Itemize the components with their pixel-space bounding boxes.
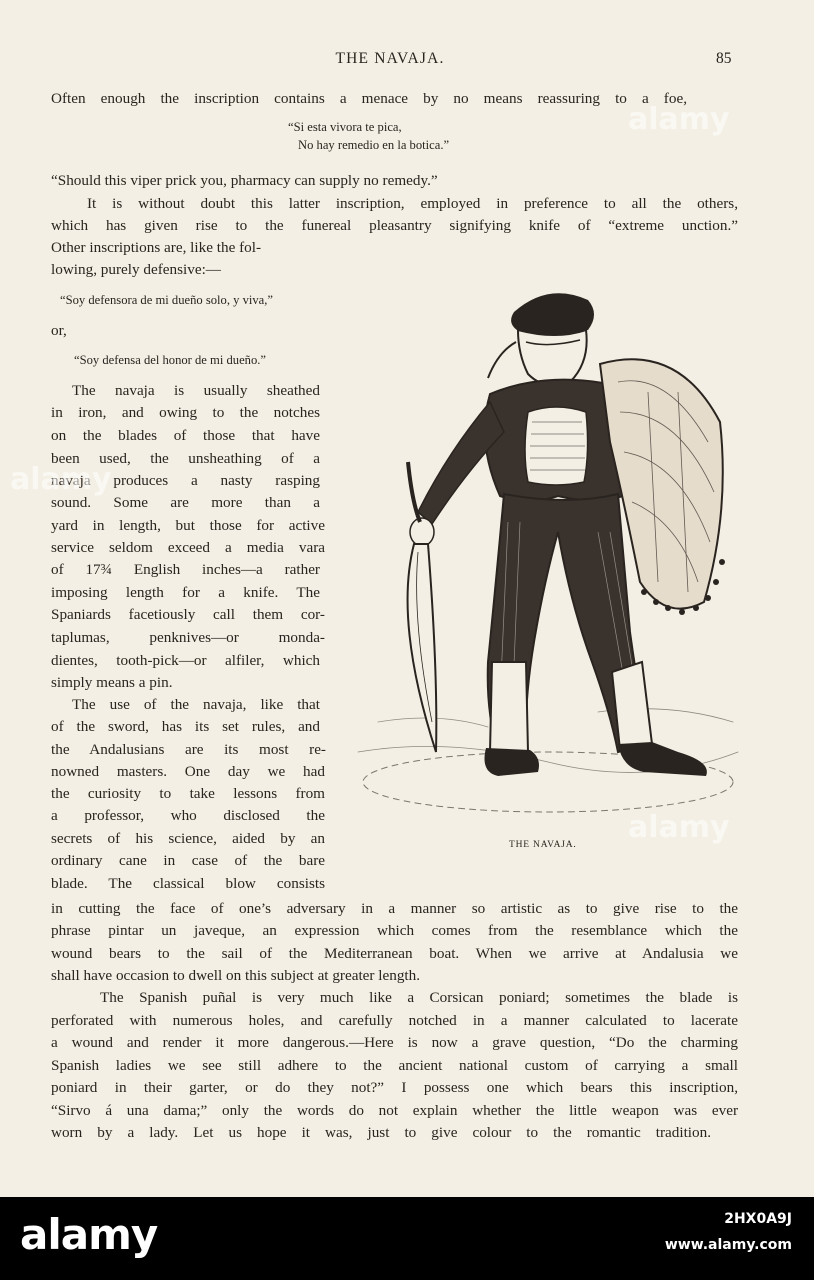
text-line: in iron, and owing to the notches [51,404,320,421]
text-line: poniard in their garter, or do they not?” I possess one which bears this inscription, [51,1079,738,1096]
watermark-text: alamy [628,102,730,137]
quote-line: “Soy defensora de mi dueño solo, y viva,” [60,293,273,307]
text-line: sound. Some are more than a [51,494,320,511]
text-line: perforated with numerous holes, and carefully notched in a manner calculated to lacerate [51,1012,738,1029]
page-number: 85 [716,50,732,67]
text-line: shall have occasion to dwell on this subject at greater length. [51,967,421,984]
text-line: on the blades of those that have [51,427,320,444]
text-line: wound bears to the sail of the Mediterranean boat. When we arrive at Andalusia we [51,945,738,962]
text-line: Spanish ladies we see still adhere to the ancient national custom of carrying a small [51,1057,738,1074]
text-line: ordinary cane in case of the bare [51,852,325,869]
text-line: “Should this viper prick you, pharmacy can supply no remedy.” [51,172,438,189]
text-line: imposing length for a knife. The [51,584,320,601]
quote-line: “Soy defensa del honor de mi dueño.” [74,353,266,367]
text-line: worn by a lady. Let us hope it was, just to give colour to the romantic tradition. [51,1124,711,1141]
text-line: secrets of his science, aided by an [51,830,325,847]
text-line: of the sword, has its set rules, and [51,718,320,735]
text-line: It is without doubt this latter inscription, employed in preference to all the others, [87,195,738,212]
text-line: the Andalusians are its most re- [51,741,326,758]
text-line: Other inscriptions are, like the fol- [51,239,262,256]
image-id: 2HX0A9J [724,1211,792,1227]
text-line: “Sirvo á una dama;” only the words do not explain whether the little weapon was ever [51,1102,738,1119]
footer-url: www.alamy.com [664,1237,792,1253]
alamy-logo: alamy [20,1210,158,1259]
text-line: The navaja is usually sheathed [72,382,320,399]
text-line: yard in length, but those for active [51,517,325,534]
text-line: of 17¾ English inches—a rather [51,561,320,578]
text-line: Often enough the inscription contains a menace by no means reassuring to a foe, [51,90,687,107]
text-line: phrase pintar un javeque, an expression which comes from the resemblance which the [51,922,738,939]
text-line: blade. The classical blow consists [51,875,325,892]
figure-caption: THE NAVAJA. [509,840,577,850]
text-line: nowned masters. One day we had [51,763,325,780]
text-line: dientes, tooth-pick—or alfiler, which [51,652,320,669]
text-line: or, [51,322,67,339]
text-line: the curiosity to take lessons from [51,785,325,802]
verse-line: No hay remedio en la botica.” [298,138,450,152]
text-line: taplumas, penknives—or monda- [51,629,325,646]
text-line: a professor, who disclosed the [51,807,325,824]
navaja-illustration [348,282,748,822]
stock-photo-footer [0,1197,814,1280]
text-line: lowing, purely defensive:— [51,261,221,278]
text-line: simply means a pin. [51,674,173,691]
text-line: been used, the unsheathing of a [51,450,320,467]
text-line: The Spanish puñal is very much like a Corsican poniard; sometimes the blade is [100,989,738,1006]
text-line: service seldom exceed a media vara [51,539,325,556]
running-header-title: THE NAVAJA. [335,50,445,67]
text-line: in cutting the face of one’s adversary in a manner so artistic as to give rise to the [51,900,738,917]
text-line: navaja produces a nasty rasping [51,472,320,489]
text-line: The use of the navaja, like that [72,696,320,713]
text-line: a wound and render it more dangerous.—Here is now a grave question, “Do the charming [51,1034,738,1051]
text-line: which has given rise to the funereal pleasantry signifying knife of “extreme unction.” [51,217,738,234]
watermark-text: alamy [628,810,730,845]
text-line: Spaniards facetiously call them cor- [51,606,325,623]
watermark-text: alamy [10,462,112,497]
verse-line: “Si esta vivora te pica, [288,120,402,134]
